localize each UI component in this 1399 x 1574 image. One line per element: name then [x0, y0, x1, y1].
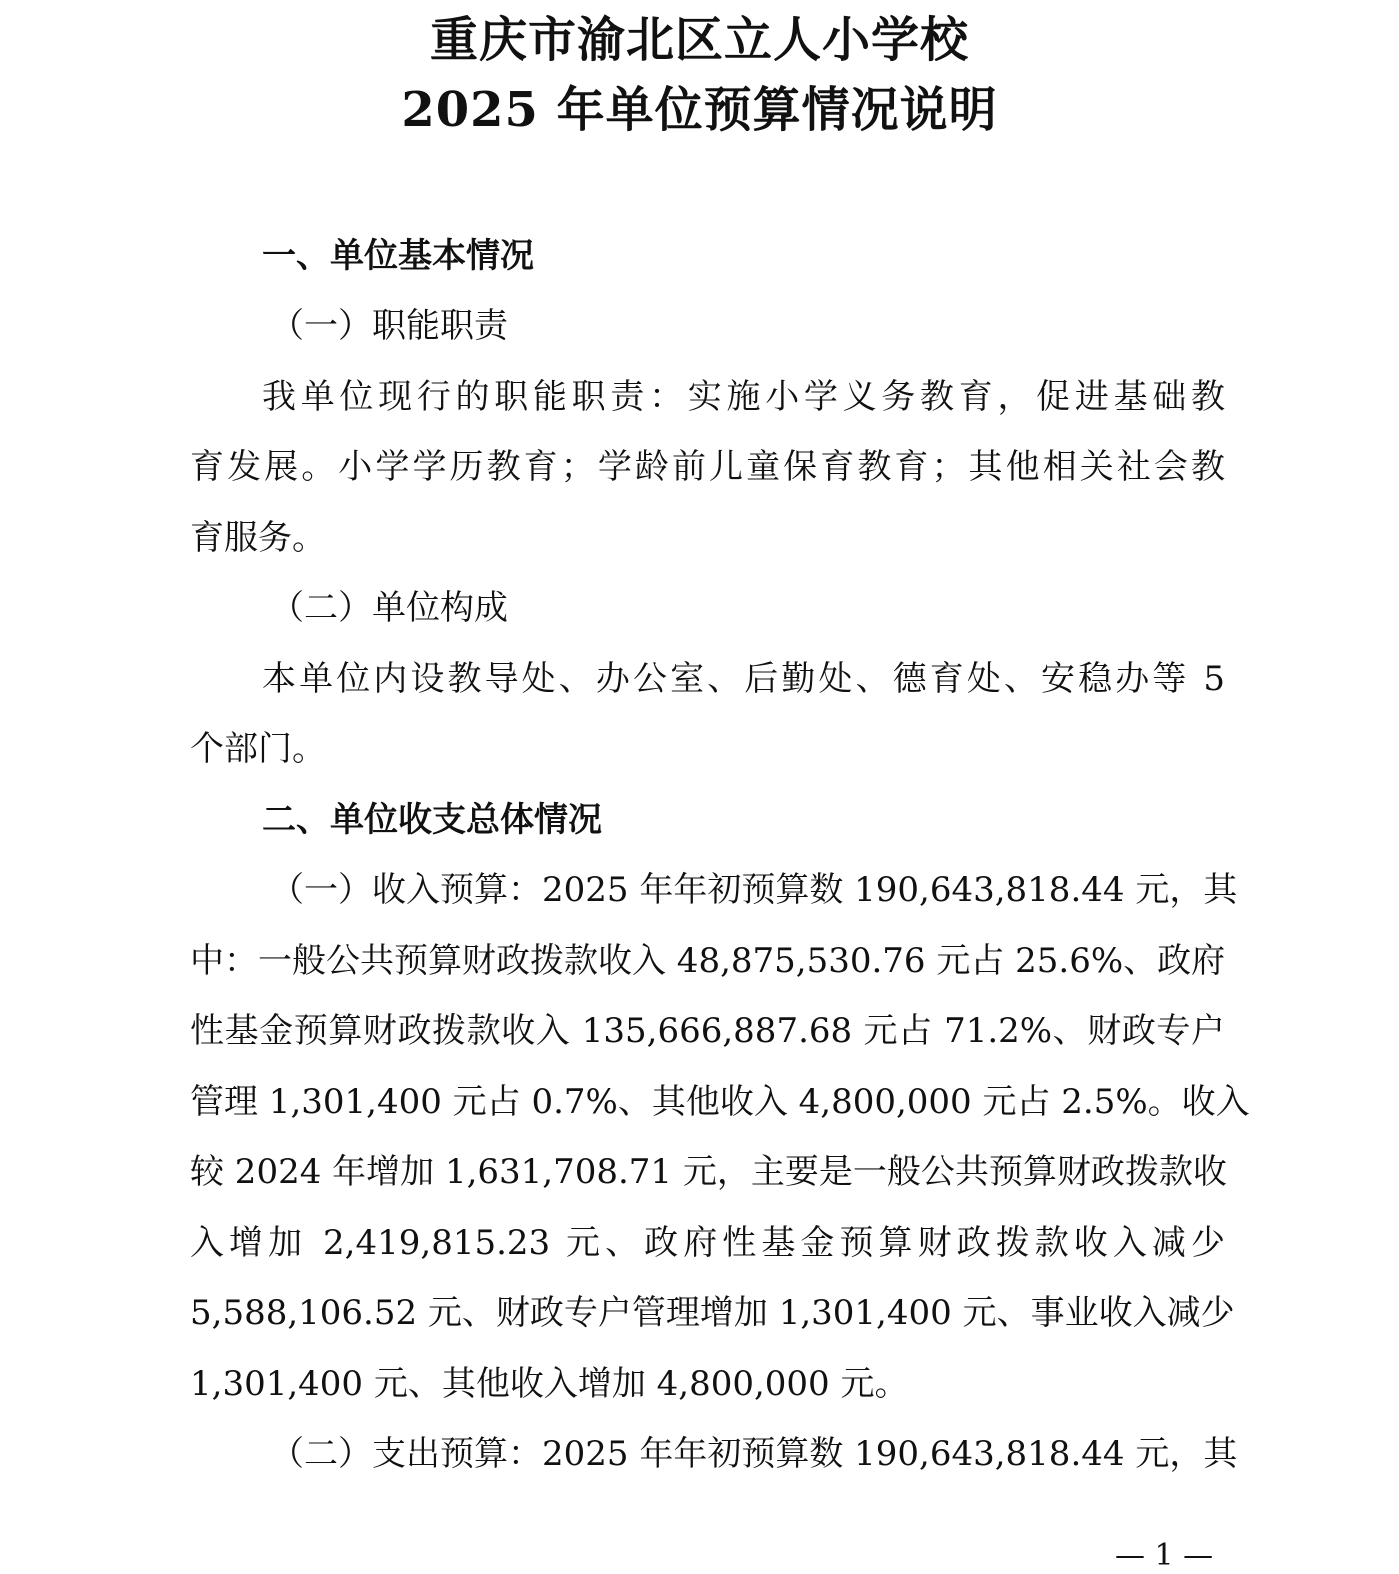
paragraph-line: 5,588,106.52 元、财政专户管理增加 1,301,400 元、事业收入减少	[190, 1293, 1235, 1333]
paragraph-line: 入增加 2,419,815.23 元、政府性基金预算财政拨款收入减少	[190, 1223, 1225, 1263]
subsection-heading-composition: （二）单位构成	[270, 588, 508, 628]
paragraph-line: 1,301,400 元、其他收入增加 4,800,000 元。	[190, 1364, 909, 1404]
paragraph-line: 管理 1,301,400 元占 0.7%、其他收入 4,800,000 元占 2.5%。收入	[190, 1082, 1250, 1122]
paragraph-line: 个部门。	[190, 729, 326, 769]
paragraph-line: 育发展。小学学历教育；学龄前儿童保育教育；其他相关社会教	[190, 447, 1225, 487]
page-number: — 1 —	[1115, 1538, 1214, 1573]
document-title-line-2: 2025 年单位预算情况说明	[401, 82, 998, 138]
paragraph-line-expenditure: （二）支出预算：2025 年年初预算数 190,643,818.44 元，其	[270, 1434, 1238, 1474]
paragraph-line: 性基金预算财政拨款收入 135,666,887.68 元占 71.2%、财政专户	[190, 1011, 1225, 1051]
document-title-line-1: 重庆市渝北区立人小学校	[429, 12, 969, 68]
paragraph-line: 较 2024 年增加 1,631,708.71 元，主要是一般公共预算财政拨款收	[190, 1152, 1227, 1192]
paragraph-line: 育服务。	[190, 518, 326, 558]
paragraph-line: 本单位内设教导处、办公室、后勤处、德育处、安稳办等 5	[262, 659, 1225, 699]
paragraph-line: 我单位现行的职能职责：实施小学义务教育，促进基础教	[262, 377, 1225, 417]
paragraph-line: 中：一般公共预算财政拨款收入 48,875,530.76 元占 25.6%、政府	[190, 941, 1226, 981]
section-heading-2: 二、单位收支总体情况	[262, 800, 602, 840]
subsection-heading-duties: （一）职能职责	[270, 306, 508, 346]
section-heading-1: 一、单位基本情况	[262, 236, 534, 276]
paragraph-line-income: （一）收入预算：2025 年年初预算数 190,643,818.44 元，其	[270, 870, 1238, 910]
